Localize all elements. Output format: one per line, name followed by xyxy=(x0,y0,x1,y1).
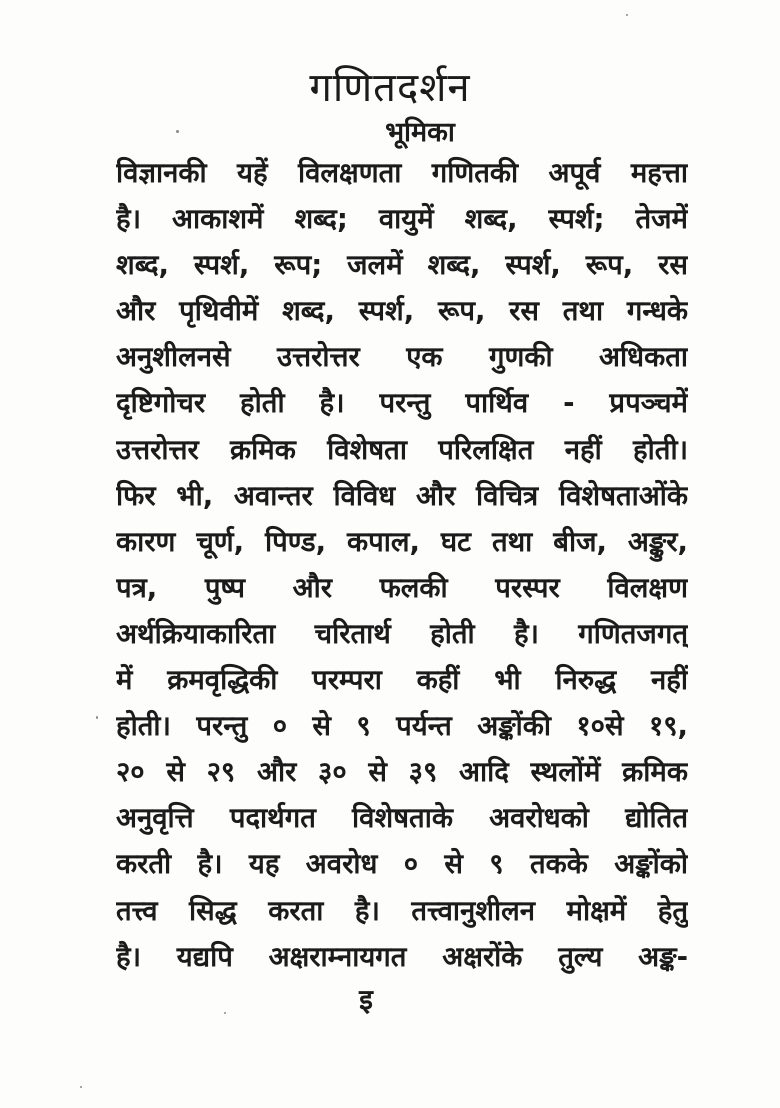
text-line: विज्ञानकी यहें विलक्षणता गणितकी अपूर्व महत्ता xyxy=(116,157,688,189)
text-line: दृष्टिगोचर होती है। परन्तु पार्थिव - प्रपञ्चमें xyxy=(116,387,688,420)
text-line: अनुशीलनसे उत्तरोत्तर एक गुणकी अधिकता xyxy=(116,341,688,374)
body-paragraph xyxy=(116,150,688,980)
text-line: पत्र, पुष्प और फलकी परस्पर विलक्षण xyxy=(116,571,688,604)
text-line: २० से २९ और ३० से ३९ आदि स्थलोंमें क्रमिक xyxy=(116,756,688,789)
page-number: इ xyxy=(359,983,373,1016)
section-heading: भूमिका xyxy=(385,117,455,148)
scan-speck xyxy=(176,130,179,133)
text-line: होती। परन्तु ० से ९ पर्यन्त अङ्कोंकी १०से १९, xyxy=(116,710,688,743)
text-line: करती है। यह अवरोध ० से ९ तकके अङ्कोंको xyxy=(116,848,688,881)
scan-speck xyxy=(96,716,98,719)
scan-speck xyxy=(224,1012,226,1014)
text-line: में क्रमवृद्धिकी परम्परा कहीं भी निरुद्ध नहीं xyxy=(116,664,688,697)
page-title: गणितदर्शन xyxy=(309,65,471,111)
text-line: शब्द, स्पर्श, रूप; जलमें शब्द, स्पर्श, रूप, रस xyxy=(116,249,688,282)
scan-speck xyxy=(626,14,628,16)
text-line: तत्त्व सिद्ध करता है। तत्त्वानुशीलन मोक्षमें हेतु xyxy=(116,894,688,927)
text-line: है। आकाशमें शब्द; वायुमें शब्द, स्पर्श; तेजमें xyxy=(116,203,688,236)
text-line: अर्थक्रियाकारिता चरितार्थ होती है। गणितजगत् xyxy=(116,617,688,650)
text-line: उत्तरोत्तर क्रमिक विशेषता परिलक्षित नहीं होती। xyxy=(116,433,688,466)
text-line: है। यद्यपि अक्षराम्नायगत अक्षरोंके तुल्य अङ्क- xyxy=(116,940,688,973)
text-line: फिर भी, अवान्तर विविध और विचित्र विशेषताओंके xyxy=(116,479,688,512)
text-line: और पृथिवीमें शब्द, स्पर्श, रूप, रस तथा गन्धके xyxy=(116,295,688,328)
text-line: अनुवृत्ति पदार्थगत विशेषताके अवरोधको द्योतित xyxy=(116,802,688,835)
text-line: कारण चूर्ण, पिण्ड, कपाल, घट तथा बीज, अङ्कुर, xyxy=(116,525,688,558)
scan-speck xyxy=(80,1086,82,1088)
